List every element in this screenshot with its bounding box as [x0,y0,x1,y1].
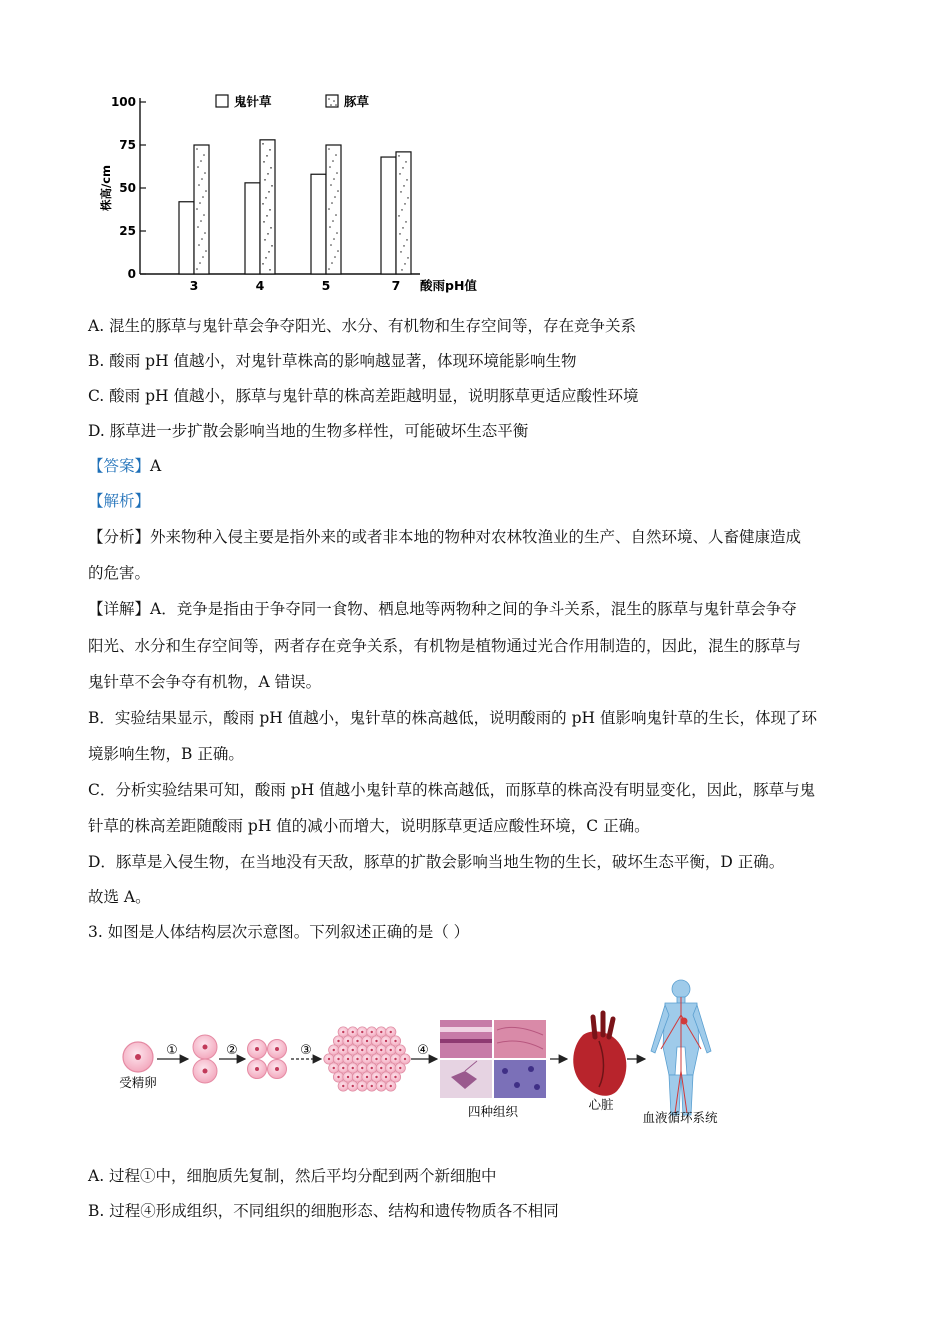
body-structure-diagram [105,975,745,1135]
bar-stipple-dot [328,268,330,270]
cell-mass-nucleus [347,1076,349,1078]
cell-mass-nucleus [399,1049,401,1051]
bar-tuncao-7 [396,152,411,274]
cell-mass-nucleus [371,1031,373,1033]
cell-mass-nucleus [352,1067,354,1069]
y-tick-label-4: 100 [110,95,136,109]
bar-stipple-dot [328,148,330,150]
detail-a-line-2: 阳光、水分和生存空间等，两者存在竞争关系，有机物是植物通过光合作用制造的，因此，混生的豚草与 [88,637,802,655]
bar-stipple-dot [406,179,408,181]
cell-mass-nucleus [352,1049,354,1051]
bar-stipple-dot [334,256,336,258]
bar-stipple-dot [203,214,205,216]
cell-mass-nucleus [399,1067,401,1069]
bar-guizhencao-5 [311,174,326,274]
analysis-line-2: 的危害。 [88,564,151,582]
analysis-line-1 [88,527,801,547]
answer-label: 【答案】 [88,457,151,475]
bar-stipple-dot [265,257,267,259]
bar-tuncao-4 [260,140,275,274]
bar-stipple-dot [269,149,271,151]
cell-mass [324,1027,410,1091]
bar-stipple-dot [267,233,269,235]
bar-stipple-dot [269,209,271,211]
bar-stipple-dot [262,263,264,265]
four-tissues-label: 四种组织 [467,1104,519,1119]
bar-stipple-dot [403,185,405,187]
cell-mass-nucleus [375,1040,377,1042]
bar-stipple-dot [335,214,337,216]
bar-stipple-dot [402,227,404,229]
legend-label-0: 鬼针草 [234,94,272,109]
cell-mass-nucleus [394,1040,396,1042]
bar-stipple-dot [399,173,401,175]
bar-stipple-dot [204,232,206,234]
cell-mass-nucleus [337,1058,339,1060]
cell-mass-nucleus [390,1031,392,1033]
cell-mass-nucleus [333,1049,335,1051]
cell-mass-nucleus [375,1058,377,1060]
bar-stipple-dot [200,220,202,222]
legend-dot [333,100,335,102]
cell-mass-nucleus [342,1067,344,1069]
bar-stipple-dot [270,167,272,169]
legend-label-1: 豚草 [344,94,370,109]
cell-mass-nucleus [361,1049,363,1051]
bar-stipple-dot [196,148,198,150]
step-4-label: ④ [417,1043,429,1058]
four-cell-stage [248,1040,287,1079]
cell-mass-nucleus [337,1076,339,1078]
legend-dot [328,98,330,100]
step-1-label: ① [166,1043,178,1058]
bar-stipple-dot [265,197,267,199]
bar-stipple-dot [196,208,198,210]
option-d: D. 豚草进一步扩散会影响当地的生物多样性，可能破坏生态平衡 [88,422,529,440]
bar-stipple-dot [263,161,265,163]
cell-mass-nucleus [366,1076,368,1078]
bar-stipple-dot [331,202,333,204]
fertilized-egg-label: 受精卵 [119,1075,157,1090]
cell-mass-nucleus [342,1049,344,1051]
cell-mass-nucleus [385,1058,387,1060]
cell-mass-nucleus [385,1076,387,1078]
cell-mass-nucleus [375,1076,377,1078]
heart-label: 心脏 [588,1097,614,1112]
detail-b-line-2: 境影响生物，B 正确。 [88,745,244,763]
bar-stipple-dot [333,178,335,180]
answer-value: A [150,457,162,475]
bar-stipple-dot [401,209,403,211]
cell-mass-nucleus [328,1058,330,1060]
bar-stipple-dot [200,160,202,162]
bar-stipple-dot [197,166,199,168]
bar-stipple-dot [402,167,404,169]
bar-stipple-dot [204,172,206,174]
bar-stipple-dot [268,251,270,253]
cell-mass-nucleus [352,1031,354,1033]
bar-stipple-dot [335,154,337,156]
bar-stipple-dot [398,215,400,217]
bar-stipple-dot [336,232,338,234]
bar-stipple-dot [337,190,339,192]
bar-stipple-dot [329,226,331,228]
y-tick-label-2: 50 [119,181,136,195]
cell-mass-nucleus [390,1085,392,1087]
x-tick-label-3: 3 [189,278,199,293]
option-b: B. 酸雨 pH 值越小，对鬼针草株高的影响越显著，体现环境能影响生物 [88,352,577,370]
bar-stipple-dot [199,262,201,264]
y-tick-label-3: 75 [119,138,136,152]
bar-stipple-dot [262,143,264,145]
bar-stipple-dot [266,155,268,157]
bar-guizhencao-3 [179,202,194,274]
step-2-label: ② [226,1043,238,1058]
bar-stipple-dot [198,244,200,246]
circulatory-system-label: 血液循环系统 [642,1110,718,1125]
two-cell-stage [193,1035,217,1083]
bar-stipple-dot [264,239,266,241]
bar-stipple-dot [334,196,336,198]
bar-stipple-dot [407,197,409,199]
cell-mass-nucleus [356,1040,358,1042]
question-3-stem: 3. 如图是人体结构层次示意图。下列叙述正确的是（ ） [88,923,470,941]
cell-mass-nucleus [347,1058,349,1060]
option-c: C. 酸雨 pH 值越小，豚草与鬼针草的株高差距越明显，说明豚草更适应酸性环境 [88,387,639,405]
y-axis-label: 株高/cm [99,165,113,211]
bar-stipple-dot [201,178,203,180]
cell-mass-nucleus [404,1058,406,1060]
bar-stipple-dot [400,191,402,193]
detail-d-line-1: D．豚草是入侵生物，在当地没有天敌，豚草的扩散会影响当地生物的生长，破坏生态平衡，D 正确。 [88,853,785,871]
bar-stipple-dot [404,263,406,265]
analysis-heading: 【解析】 [88,492,151,510]
bar-stipple-dot [407,257,409,259]
bar-stipple-dot [268,191,270,193]
question-3-option-b: B. 过程④形成组织，不同组织的细胞形态、结构和遗传物质各不相同 [88,1202,559,1220]
bar-guizhencao-4 [245,183,260,274]
bar-stipple-dot [262,203,264,205]
bar-tuncao-5 [326,145,341,274]
bar-stipple-dot [404,203,406,205]
cell-mass-nucleus [356,1076,358,1078]
bar-stipple-dot [267,173,269,175]
bar-tuncao-3 [194,145,209,274]
bar-stipple-dot [266,215,268,217]
bar-stipple-dot [198,184,200,186]
fertilized-egg [123,1042,153,1072]
bar-stipple-dot [196,268,198,270]
cell-mass-nucleus [347,1040,349,1042]
bar-stipple-dot [406,239,408,241]
four-tissues [440,1020,546,1098]
analysis-label: 【分析】 [88,528,151,546]
cell-mass-nucleus [385,1040,387,1042]
detail-a-line-3: 鬼针草不会争夺有机物，A 错误。 [88,673,322,691]
bar-stipple-dot [328,208,330,210]
bar-stipple-dot [199,202,201,204]
bar-stipple-dot [332,160,334,162]
bar-stipple-dot [263,221,265,223]
bar-stipple-dot [270,227,272,229]
heart-organ [573,1013,626,1096]
bar-stipple-dot [405,221,407,223]
bar-stipple-dot [271,245,273,247]
legend-dot [330,104,332,106]
detail-a-line-1 [88,599,797,619]
y-tick-label-0: 0 [127,267,136,281]
detail-c-line-1: C．分析实验结果可知，酸雨 pH 值越小鬼针草的株高越低，而豚草的株高没有明显变化，因此，豚草与鬼 [88,781,816,799]
cell-mass-nucleus [361,1085,363,1087]
bar-stipple-dot [337,250,339,252]
cell-mass-nucleus [342,1031,344,1033]
cell-mass-nucleus [380,1067,382,1069]
cell-mass-nucleus [366,1040,368,1042]
bar-stipple-dot [205,190,207,192]
bar-stipple-dot [401,269,403,271]
cell-mass-nucleus [371,1049,373,1051]
bar-stipple-dot [197,226,199,228]
x-axis-label: 酸雨pH值 [420,278,477,293]
answer-line [88,456,161,476]
y-tick-label-1: 25 [119,224,136,238]
x-tick-label-5: 5 [321,278,331,293]
conclusion-line: 故选 A。 [88,888,151,906]
bar-stipple-dot [203,154,205,156]
bar-stipple-dot [398,155,400,157]
bar-stipple-dot [269,269,271,271]
cell-mass-nucleus [337,1040,339,1042]
bar-stipple-dot [332,220,334,222]
bar-stipple-dot [205,250,207,252]
cell-mass-nucleus [390,1049,392,1051]
chart-legend [216,94,370,109]
x-tick-label-4: 4 [255,278,265,293]
cell-mass-nucleus [380,1085,382,1087]
chart-axes [99,95,477,293]
bar-stipple-dot [330,244,332,246]
cell-mass-nucleus [371,1085,373,1087]
bar-stipple-dot [271,185,273,187]
legend-swatch-0 [216,95,228,107]
bar-stipple-dot [333,238,335,240]
cell-mass-nucleus [352,1085,354,1087]
bar-stipple-dot [400,251,402,253]
bar-stipple-dot [202,256,204,258]
detail-b-line-1: B．实验结果显示，酸雨 pH 值越小，鬼针草的株高越低，说明酸雨的 pH 值影响鬼针草的生长，体现了环 [88,709,817,727]
analysis-text-1: 外来物种入侵主要是指外来的或者非本地的物种对农林牧渔业的生产、自然环境、人畜健康造成 [150,528,802,546]
cell-mass-nucleus [361,1067,363,1069]
bar-stipple-dot [202,196,204,198]
cell-mass-nucleus [361,1031,363,1033]
bar-stipple-dot [405,161,407,163]
cell-mass-nucleus [366,1058,368,1060]
legend-dot [335,104,337,106]
cell-mass-nucleus [380,1049,382,1051]
cell-mass-nucleus [333,1067,335,1069]
x-tick-label-7: 7 [391,278,401,293]
cell-mass-nucleus [356,1058,358,1060]
cell-mass-nucleus [394,1058,396,1060]
plant-height-bar-chart [90,88,510,298]
bar-stipple-dot [330,184,332,186]
cell-mass-nucleus [371,1067,373,1069]
cell-mass-nucleus [342,1085,344,1087]
bar-guizhencao-7 [381,157,396,274]
bar-stipple-dot [264,179,266,181]
bar-stipple-dot [331,262,333,264]
bar-stipple-dot [403,245,405,247]
detail-label: 【详解】 [88,600,151,618]
cell-mass-nucleus [380,1031,382,1033]
cell-mass-nucleus [394,1076,396,1078]
cell-mass-nucleus [390,1067,392,1069]
option-a: A. 混生的豚草与鬼针草会争夺阳光、水分、有机物和生存空间等，存在竞争关系 [88,317,637,335]
detail-c-line-2: 针草的株高差距随酸雨 pH 值的减小而增大，说明豚草更适应酸性环境，C 正确。 [88,817,650,835]
bar-stipple-dot [201,238,203,240]
step-3-label: ③ [300,1043,312,1058]
bar-stipple-dot [336,172,338,174]
chart-bars [179,140,411,274]
bar-stipple-dot [399,233,401,235]
question-3-option-a: A. 过程①中，细胞质先复制，然后平均分配到两个新细胞中 [88,1167,497,1185]
bar-stipple-dot [329,166,331,168]
detail-a-text-1: A．竞争是指由于争夺同一食物、栖息地等两物种之间的争斗关系，混生的豚草与鬼针草会争夺 [150,600,797,618]
